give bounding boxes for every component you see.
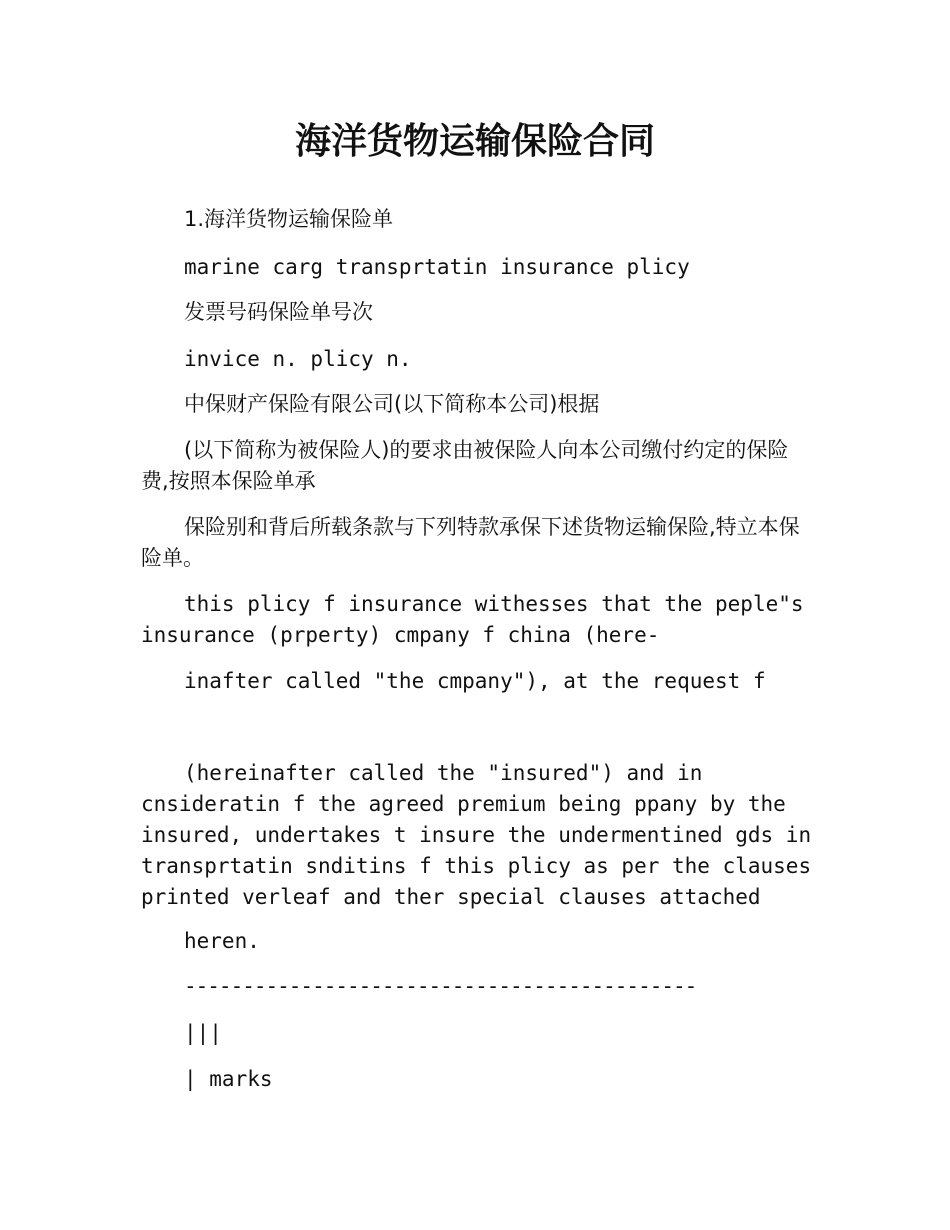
insurer-clause: 中保财产保险有限公司(以下简称本公司)根据 (184, 392, 600, 416)
english-insured-clause: (hereinafter called the "insured") and in cnsideratin f the agreed premium being ppany by the insured, undertakes t insure the undermentined gds in transprtatin snditins f this plicy as per the clauses printed verleaf and ther special clauses attached (141, 761, 824, 909)
table-marks-row: | marks (184, 1067, 273, 1091)
invoice-policy-number-label: 发票号码保险单号次 (184, 300, 373, 324)
english-policy-title: marine carg transprtatin insurance plicy (184, 255, 690, 279)
insured-request-clause: (以下简称为被保险人)的要求由被保险人向本公司缴付约定的保险费,按照本保险单承 (141, 438, 789, 493)
table-rule-line: -------------------------------------------- (184, 974, 697, 998)
invoice-policy-number-label-en: invice n. plicy n. (184, 347, 412, 371)
section-heading: 1.海洋货物运输保险单 (184, 207, 394, 231)
english-company-clause: inafter called "the cmpany"), at the request f (184, 669, 766, 693)
english-clause-ending: heren. (184, 929, 260, 953)
english-witness-clause: this plicy f insurance withesses that the peple"s insurance (prperty) cmpany f china (here- (141, 592, 817, 647)
coverage-clause: 保险别和背后所载条款与下列特款承保下述货物运输保险,特立本保险单。 (141, 515, 800, 570)
document-title: 海洋货物运输保险合同 (294, 121, 655, 162)
table-separator-row: ||| (184, 1021, 222, 1045)
